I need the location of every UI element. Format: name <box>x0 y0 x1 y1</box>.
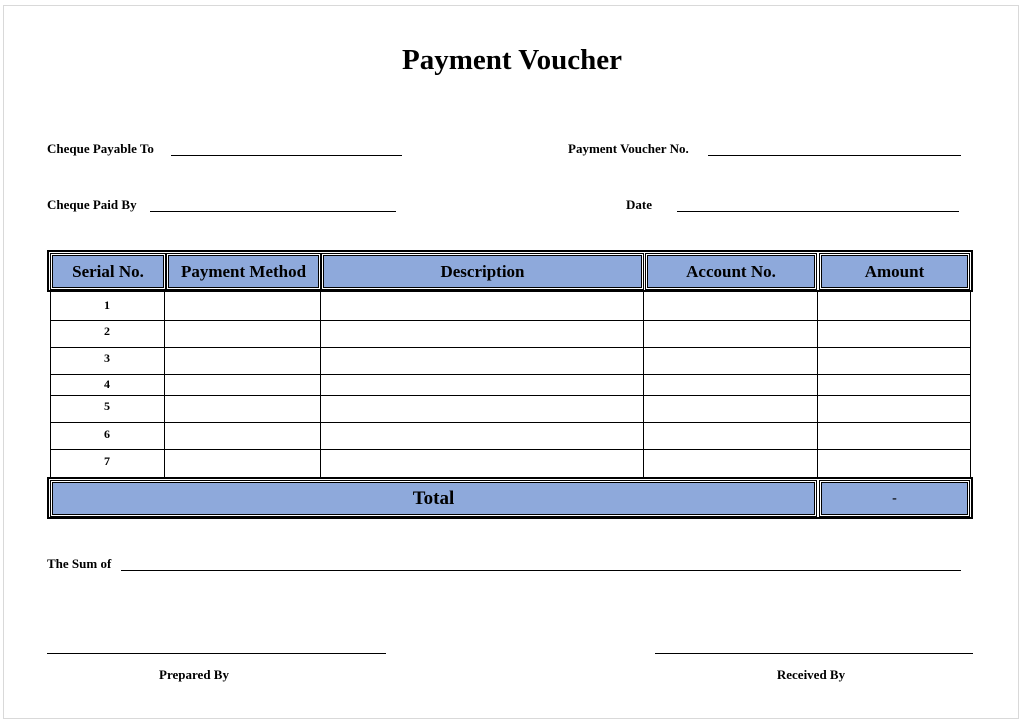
header-description: Description <box>323 255 642 288</box>
sum-of-label: The Sum of <box>47 556 112 571</box>
cheque-payable-to-field[interactable] <box>171 155 402 156</box>
voucher-table-body <box>50 292 971 477</box>
header-payment-method: Payment Method <box>168 255 319 288</box>
prepared-by-signature-line[interactable] <box>47 653 386 654</box>
serial-number-cell: 5 <box>104 399 110 413</box>
table-row-divider <box>50 347 971 348</box>
table-row-divider <box>50 374 971 375</box>
date-field[interactable] <box>677 211 959 212</box>
header-amount: Amount <box>821 255 968 288</box>
total-label: Total <box>52 482 815 515</box>
sum-of-field[interactable] <box>121 570 961 571</box>
table-row-divider <box>50 395 971 396</box>
payment-voucher-no-field[interactable] <box>708 155 961 156</box>
date-label: Date <box>626 197 652 212</box>
serial-number-cell: 2 <box>104 324 110 338</box>
serial-number-cell: 6 <box>104 427 110 441</box>
serial-number-cell: 7 <box>104 454 110 468</box>
header-account-no: Account No. <box>647 255 815 288</box>
page-title: Payment Voucher <box>402 44 622 76</box>
serial-number-cell: 3 <box>104 351 110 365</box>
table-total-row <box>47 477 973 519</box>
cheque-payable-to-label: Cheque Payable To <box>47 141 154 156</box>
serial-number-cell: 4 <box>104 377 110 391</box>
table-row-divider <box>50 320 971 321</box>
prepared-by-label: Prepared By <box>159 667 229 682</box>
total-amount: - <box>821 482 968 515</box>
cheque-paid-by-field[interactable] <box>150 211 396 212</box>
payment-voucher-no-label: Payment Voucher No. <box>568 141 689 156</box>
header-serial-no: Serial No. <box>52 255 164 288</box>
received-by-signature-line[interactable] <box>655 653 973 654</box>
cheque-paid-by-label: Cheque Paid By <box>47 197 137 212</box>
table-header-row <box>47 250 973 292</box>
received-by-label: Received By <box>776 667 846 682</box>
table-row-divider <box>50 422 971 423</box>
table-row-divider <box>50 449 971 450</box>
serial-number-cell: 1 <box>104 298 110 312</box>
